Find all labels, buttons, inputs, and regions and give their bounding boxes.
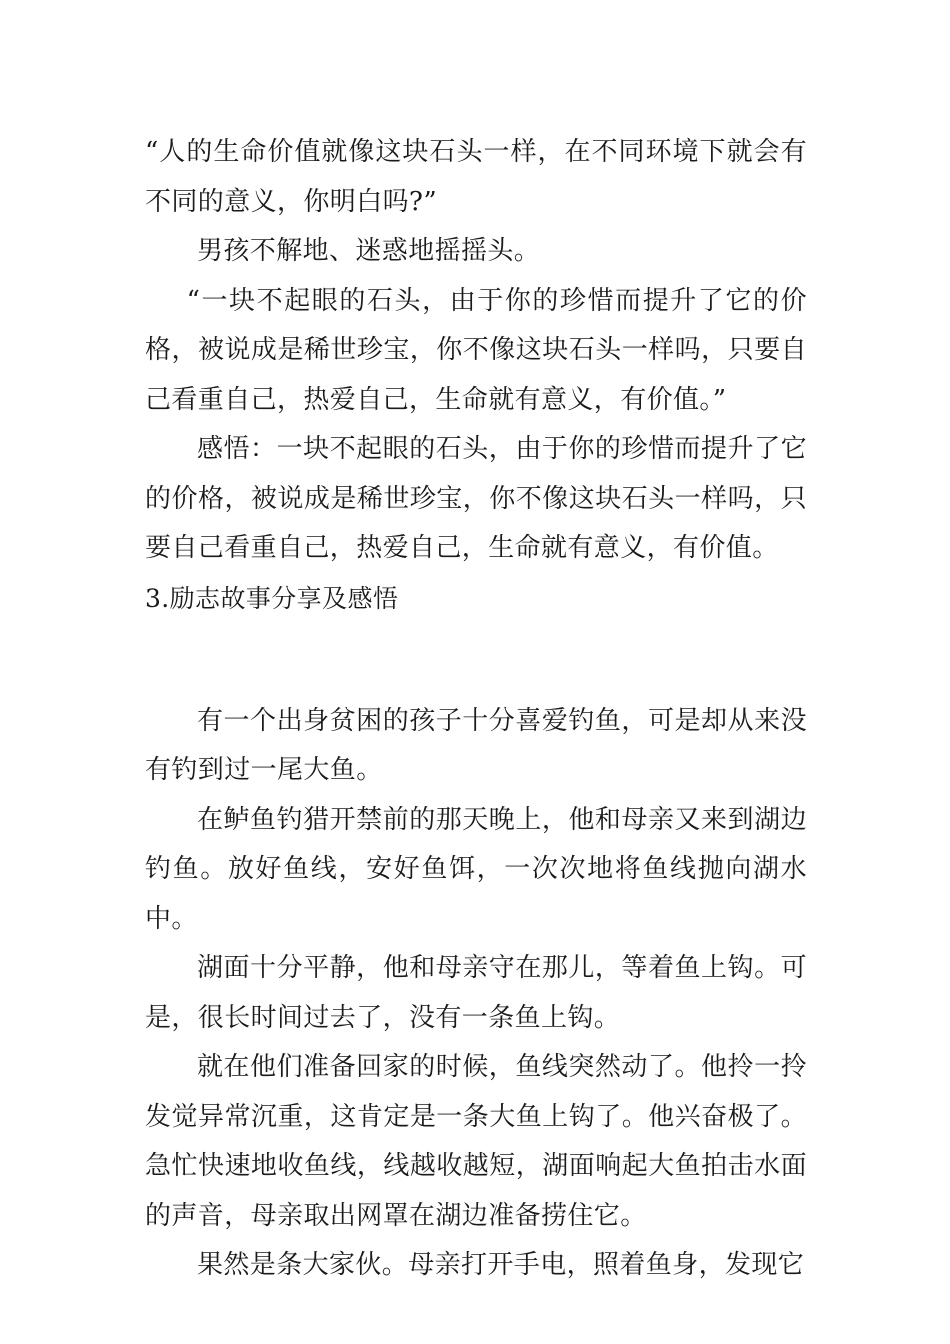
paragraph-fish-bites: 就在他们准备回家的时候，鱼线突然动了。他拎一拎发觉异常沉重，这肯定是一条大鱼上钩了。他兴奋极了。急忙快速地收鱼线，线越收越短，湖面响起大鱼拍击水面的声音，母亲取出网罩在湖边准备捞住它。 [145,1052,807,1231]
paragraph-quote-life-value: “人的生命价值就像这块石头一样，在不同环境下就会有不同的意义，你明白吗?” [145,137,807,217]
paragraph-quote-stone: “一块不起眼的石头，由于你的珍惜而提升了它的价格，被说成是稀世珍宝，你不像这块石头一样吗，只要自己看重自己，热爱自己，生命就有意义，有价值。” [145,285,807,415]
section-heading: 3.励志故事分享及感悟 [145,583,399,613]
paragraph-calm-lake: 湖面十分平静，他和母亲守在那儿，等着鱼上钩。可是，很长时间过去了，没有一条鱼上钩。 [145,953,807,1033]
blank-line [145,623,807,673]
document-body [145,128,807,1291]
paragraph-boy-shakes-head: 男孩不解地、迷惑地摇摇头。 [197,236,541,266]
paragraph-big-fish: 果然是条大家伙。母亲打开手电，照着鱼身，发现它 [197,1250,805,1280]
paragraph-lake-night: 在鲈鱼钓猎开禁前的那天晚上，他和母亲又来到湖边钓鱼。放好鱼线，安好鱼饵，一次次地将鱼线抛向湖水中。 [145,804,807,934]
paragraph-reflection: 感悟：一块不起眼的石头，由于你的珍惜而提升了它的价格，被说成是稀世珍宝，你不像这块石头一样吗，只要自己看重自己，热爱自己，生命就有意义，有价值。 [145,434,807,563]
blank-space [145,673,807,697]
paragraph-poor-child: 有一个出身贫困的孩子十分喜爱钓鱼，可是却从来没有钓到过一尾大鱼。 [145,705,807,785]
